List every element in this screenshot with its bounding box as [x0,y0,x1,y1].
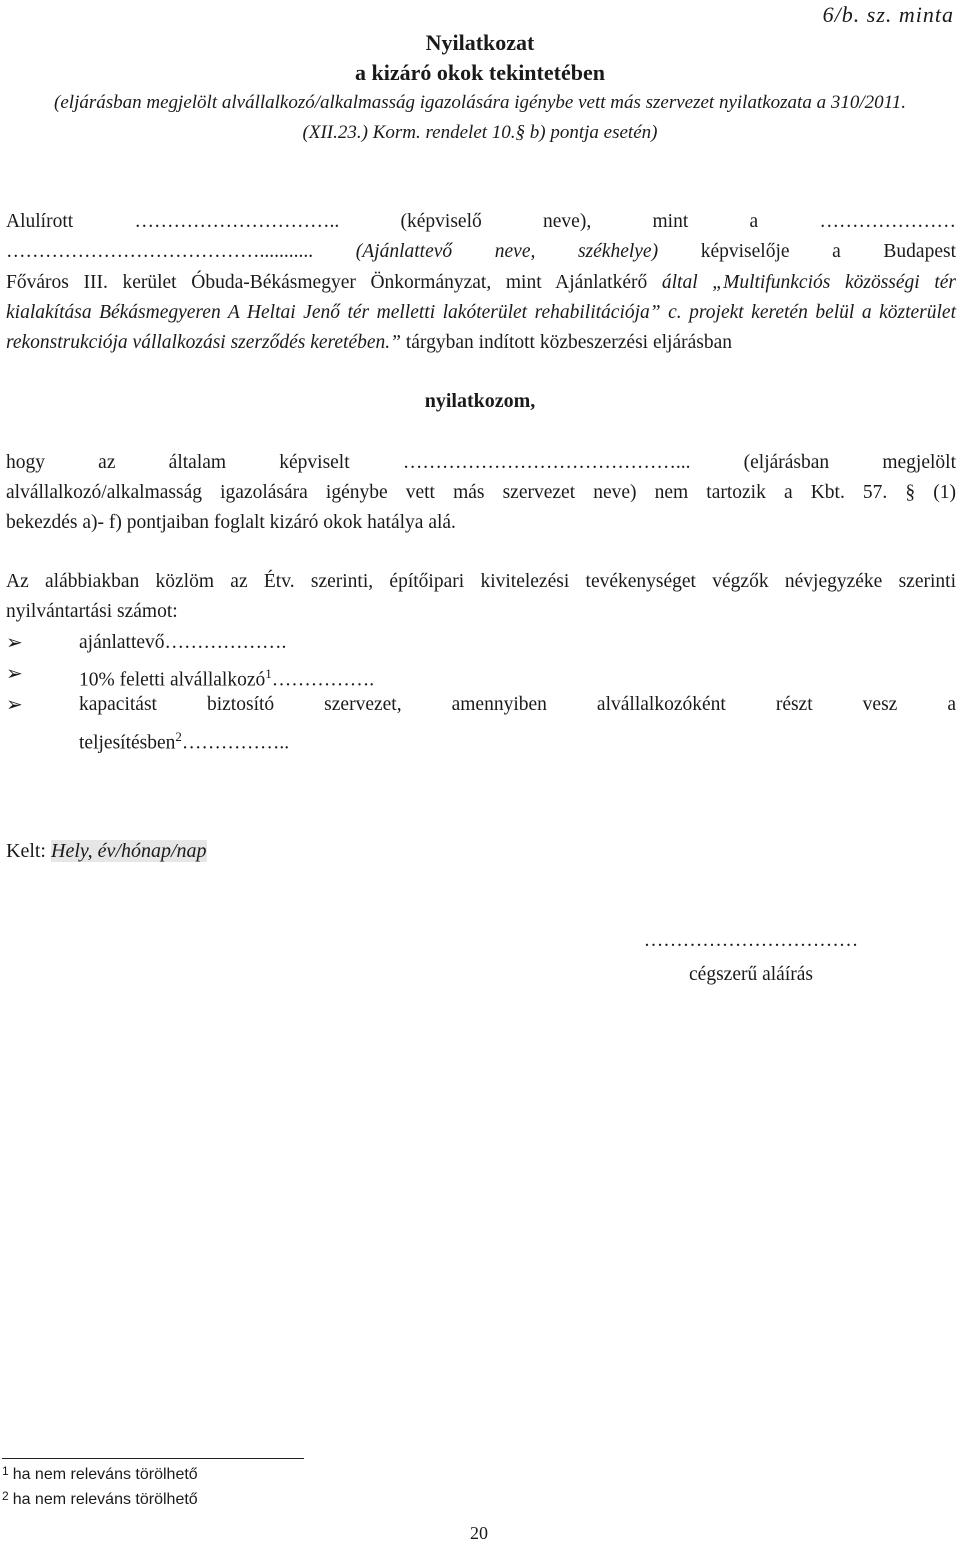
footnote-2 [2,1491,198,1509]
registry-line-2: nyilvántartási számot: [6,601,178,622]
footnote-text: ha nem releváns törölhető [12,1491,198,1508]
list-item-bidder [6,627,956,659]
intro-line-1: Alulírott ………………………….. (képviselő neve), mint a ………………… [6,211,956,232]
footnote-ref-1: 1 [265,666,272,681]
page-number: 20 [470,1523,488,1543]
list-item-capacity-provider [6,689,956,753]
declaration-heading: nyilatkozom, [424,390,536,412]
bidder-name-hint: (Ajánlattevő neve, székhelye) [355,241,659,262]
contracting-authority: Főváros III. kerület Óbuda-Békásmegyer Önkormányzat, mint Ajánlatkérő [6,272,648,293]
representative-placeholder: …………………………………........... [6,241,314,262]
document-title: Nyilatkozat [425,30,535,55]
document-subtitle: a kizáró okok tekintetében [355,60,605,85]
project-title-end: rekonstrukciója vállalkozási szerződés keretében.” [6,332,401,353]
date-place-field[interactable]: Hely, év/hónap/nap [51,840,207,862]
list-item-label: teljesítésben [79,732,176,754]
list-item-text [79,689,956,760]
list-item-line-2 [79,721,956,760]
signature-line: …………………………… [643,930,859,951]
signature-block [596,924,906,992]
list-item-subcontractor [6,658,956,690]
list-item-dots: ……………. [271,669,375,691]
footnote-divider [2,1458,304,1459]
list-item-text: ajánlattevő………………. [79,632,287,653]
intro-line-5 [6,328,956,359]
arrow-bullet-icon: ➢ [6,632,23,654]
footnote-ref-2: 2 [175,729,182,744]
list-item-label: 10% feletti alvállalkozó [79,669,266,691]
date-place-line [6,840,207,863]
intro-line-2 [6,237,956,268]
footnote-number: 2 [2,1489,9,1503]
intro-line-2-rest: képviselője a Budapest [700,241,956,262]
procurement-subject: tárgyban indított közbeszerzési eljárásban [405,332,732,353]
intro-line-3 [6,268,956,299]
legal-reference-line-2: (XII.23.) Korm. rendelet 10.§ b) pontja esetén) [302,122,658,143]
footnote-number: 1 [2,1464,9,1478]
project-title-start: által „Multifunkciós közösségi tér [661,272,956,293]
list-item-line-1: kapacitást biztosító szervezet, amennyiben alvállalkozóként részt vesz a [79,694,956,715]
arrow-bullet-icon: ➢ [6,663,23,685]
declaration-line-2: alvállalkozó/alkalmasság igazolására igénybe vett más szervezet neve) nem tartozik a Kbt. 57. § (1) [6,482,956,503]
legal-reference-line-1: (eljárásban megjelölt alvállalkozó/alkalmasság igazolására igénybe vett más szervezet nyilatkozata a 310/2011. [54,92,906,113]
project-title-middle: kialakítása Békásmegyeren A Heltai Jenő tér melletti lakóterület rehabilitációja” c. projekt keretén belül a közterület [6,302,956,323]
form-number-label: 6/b. sz. minta [822,2,954,27]
date-place-label: Kelt: [6,840,46,862]
arrow-bullet-icon: ➢ [6,694,23,716]
registry-line-1: Az alábbiakban közlöm az Étv. szerinti, építőipari kivitelezési tevékenységet végzők névjegyzéke szerinti [6,571,956,592]
footnote-text: ha nem releváns törölhető [12,1466,198,1483]
signature-label: cégszerű aláírás [689,964,813,985]
footnote-1 [2,1466,198,1484]
declaration-line-1: hogy az általam képviselt ……………………………………... (eljárásban megjelölt [6,452,956,473]
list-item-dots: …………….. [181,732,290,754]
declaration-line-3: bekezdés a)- f) pontjaiban foglalt kizáró okok hatálya alá. [6,512,456,533]
